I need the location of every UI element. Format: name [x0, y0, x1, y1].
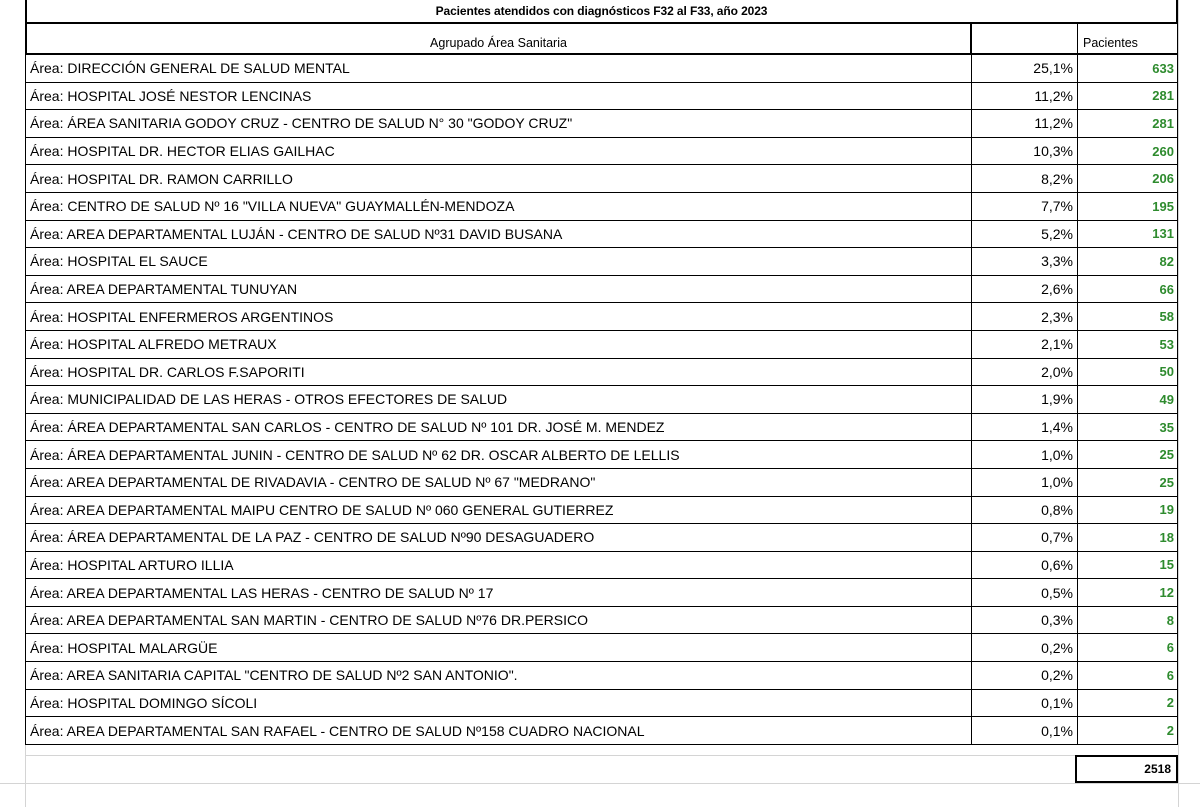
- total-row-gridline: [25, 755, 1075, 756]
- table-row: [25, 662, 1178, 690]
- percent-cell[interactable]: 0,5%: [972, 579, 1078, 606]
- percent-cell[interactable]: 0,2%: [972, 634, 1078, 661]
- percent-cell[interactable]: 25,1%: [972, 55, 1078, 82]
- patients-cell[interactable]: 6: [1078, 662, 1178, 689]
- area-cell[interactable]: Área: HOSPITAL DOMINGO SÍCOLI: [26, 690, 972, 717]
- percent-cell[interactable]: 7,7%: [972, 193, 1078, 220]
- table-row: [25, 690, 1178, 718]
- table-row: [25, 138, 1178, 166]
- table-row: [25, 248, 1178, 276]
- area-cell[interactable]: Área: HOSPITAL EL SAUCE: [26, 248, 972, 275]
- percent-cell[interactable]: 2,3%: [972, 303, 1078, 330]
- area-cell[interactable]: Área: HOSPITAL DR. RAMON CARRILLO: [26, 165, 972, 192]
- header-area-cell[interactable]: [27, 24, 972, 53]
- header-row: [25, 24, 1178, 55]
- percent-cell[interactable]: 11,2%: [972, 83, 1078, 110]
- table-row: [25, 193, 1178, 221]
- area-cell[interactable]: Área: HOSPITAL MALARGÜE: [26, 634, 972, 661]
- percent-cell[interactable]: 0,7%: [972, 524, 1078, 551]
- area-cell[interactable]: Área: HOSPITAL DR. HECTOR ELIAS GAILHAC: [26, 138, 972, 165]
- header-patients-label: Pacientes: [1083, 36, 1138, 50]
- patients-cell[interactable]: 35: [1078, 414, 1178, 441]
- table-row: [25, 55, 1178, 83]
- patients-cell[interactable]: 25: [1078, 441, 1178, 468]
- area-cell[interactable]: Área: AREA DEPARTAMENTAL TUNUYAN: [26, 276, 972, 303]
- table-row: [25, 579, 1178, 607]
- patients-cell[interactable]: 58: [1078, 303, 1178, 330]
- percent-cell[interactable]: 1,0%: [972, 441, 1078, 468]
- percent-cell[interactable]: 0,1%: [972, 690, 1078, 717]
- patients-cell[interactable]: 8: [1078, 607, 1178, 634]
- area-cell[interactable]: Área: HOSPITAL ENFERMEROS ARGENTINOS: [26, 303, 972, 330]
- patients-cell[interactable]: 82: [1078, 248, 1178, 275]
- area-cell[interactable]: Área: AREA DEPARTAMENTAL MAIPU CENTRO DE SALUD Nº 060 GENERAL GUTIERREZ: [26, 497, 972, 524]
- table-row: [25, 634, 1178, 662]
- patients-cell[interactable]: 25: [1078, 469, 1178, 496]
- table-row: [25, 221, 1178, 249]
- percent-cell[interactable]: 11,2%: [972, 110, 1078, 137]
- table-title-cell[interactable]: [25, 0, 1178, 24]
- percent-cell[interactable]: 0,3%: [972, 607, 1078, 634]
- area-cell[interactable]: Área: ÁREA DEPARTAMENTAL DE LA PAZ - CENTRO DE SALUD Nº90 DESAGUADERO: [26, 524, 972, 551]
- table-row: [25, 83, 1178, 111]
- table-row: [25, 497, 1178, 525]
- spreadsheet-table: [25, 0, 1178, 745]
- patients-cell[interactable]: 49: [1078, 386, 1178, 413]
- percent-cell[interactable]: 0,2%: [972, 662, 1078, 689]
- percent-cell[interactable]: 0,6%: [972, 552, 1078, 579]
- patients-cell[interactable]: 66: [1078, 276, 1178, 303]
- area-cell[interactable]: Área: DIRECCIÓN GENERAL DE SALUD MENTAL: [26, 55, 972, 82]
- percent-cell[interactable]: 10,3%: [972, 138, 1078, 165]
- patients-cell[interactable]: 206: [1078, 165, 1178, 192]
- patients-cell[interactable]: 6: [1078, 634, 1178, 661]
- table-row: [25, 359, 1178, 387]
- area-cell[interactable]: Área: AREA DEPARTAMENTAL SAN MARTIN - CENTRO DE SALUD Nº76 DR.PERSICO: [26, 607, 972, 634]
- table-row: [25, 276, 1178, 304]
- patients-cell[interactable]: 281: [1078, 110, 1178, 137]
- patients-cell[interactable]: 260: [1078, 138, 1178, 165]
- area-cell[interactable]: Área: AREA SANITARIA CAPITAL "CENTRO DE SALUD Nº2 SAN ANTONIO".: [26, 662, 972, 689]
- percent-cell[interactable]: 2,1%: [972, 331, 1078, 358]
- table-row: [25, 524, 1178, 552]
- percent-cell[interactable]: 2,0%: [972, 359, 1078, 386]
- table-title: Pacientes atendidos con diagnósticos F32 al F33, año 2023: [435, 4, 768, 18]
- total-value: 2518: [1144, 762, 1171, 776]
- patients-cell[interactable]: 12: [1078, 579, 1178, 606]
- percent-cell[interactable]: 0,8%: [972, 497, 1078, 524]
- table-row: [25, 386, 1178, 414]
- percent-cell[interactable]: 1,9%: [972, 386, 1078, 413]
- table-body: [25, 55, 1178, 745]
- area-cell[interactable]: Área: HOSPITAL DR. CARLOS F.SAPORITI: [26, 359, 972, 386]
- area-cell[interactable]: Área: AREA DEPARTAMENTAL SAN RAFAEL - CENTRO DE SALUD Nº158 CUADRO NACIONAL: [26, 717, 972, 744]
- percent-cell[interactable]: 3,3%: [972, 248, 1078, 275]
- area-cell[interactable]: Área: AREA DEPARTAMENTAL LAS HERAS - CENTRO DE SALUD Nº 17: [26, 579, 972, 606]
- table-row: [25, 110, 1178, 138]
- patients-cell[interactable]: 50: [1078, 359, 1178, 386]
- area-cell[interactable]: Área: ÁREA DEPARTAMENTAL JUNIN - CENTRO DE SALUD Nº 62 DR. OSCAR ALBERTO DE LELLIS: [26, 441, 972, 468]
- total-cell[interactable]: [1075, 755, 1178, 783]
- header-percent-cell[interactable]: [972, 24, 1078, 53]
- table-row: [25, 469, 1178, 497]
- table-row: [25, 607, 1178, 635]
- percent-cell[interactable]: 2,6%: [972, 276, 1078, 303]
- area-cell[interactable]: Área: AREA DEPARTAMENTAL DE RIVADAVIA - CENTRO DE SALUD Nº 67 "MEDRANO": [26, 469, 972, 496]
- percent-cell[interactable]: 8,2%: [972, 165, 1078, 192]
- patients-cell[interactable]: 15: [1078, 552, 1178, 579]
- percent-cell[interactable]: 1,4%: [972, 414, 1078, 441]
- area-cell[interactable]: Área: HOSPITAL JOSÉ NESTOR LENCINAS: [26, 83, 972, 110]
- table-row: [25, 717, 1178, 745]
- patients-cell[interactable]: 633: [1078, 55, 1178, 82]
- table-row: [25, 552, 1178, 580]
- percent-cell[interactable]: 0,1%: [972, 717, 1078, 744]
- area-cell[interactable]: Área: AREA DEPARTAMENTAL LUJÁN - CENTRO DE SALUD Nº31 DAVID BUSANA: [26, 221, 972, 248]
- area-cell[interactable]: Área: MUNICIPALIDAD DE LAS HERAS - OTROS EFECTORES DE SALUD: [26, 386, 972, 413]
- table-row: [25, 303, 1178, 331]
- percent-cell[interactable]: 5,2%: [972, 221, 1078, 248]
- area-cell[interactable]: Área: CENTRO DE SALUD Nº 16 "VILLA NUEVA" GUAYMALLÉN-MENDOZA: [26, 193, 972, 220]
- patients-cell[interactable]: 2: [1078, 717, 1178, 744]
- header-area-label: Agrupado Área Sanitaria: [430, 36, 567, 50]
- patients-cell[interactable]: 2: [1078, 690, 1178, 717]
- area-cell[interactable]: Área: ÁREA SANITARIA GODOY CRUZ - CENTRO DE SALUD N° 30 "GODOY CRUZ": [26, 110, 972, 137]
- patients-cell[interactable]: 131: [1078, 221, 1178, 248]
- table-row: [25, 441, 1178, 469]
- patients-cell[interactable]: 281: [1078, 83, 1178, 110]
- patients-cell[interactable]: 19: [1078, 497, 1178, 524]
- table-row: [25, 165, 1178, 193]
- area-cell[interactable]: Área: ÁREA DEPARTAMENTAL SAN CARLOS - CENTRO DE SALUD Nº 101 DR. JOSÉ M. MENDEZ: [26, 414, 972, 441]
- percent-cell[interactable]: 1,0%: [972, 469, 1078, 496]
- patients-cell[interactable]: 53: [1078, 331, 1178, 358]
- table-row: [25, 331, 1178, 359]
- patients-cell[interactable]: 195: [1078, 193, 1178, 220]
- table-row: [25, 414, 1178, 442]
- header-patients-cell[interactable]: [1078, 24, 1178, 53]
- area-cell[interactable]: Área: HOSPITAL ARTURO ILLIA: [26, 552, 972, 579]
- area-cell[interactable]: Área: HOSPITAL ALFREDO METRAUX: [26, 331, 972, 358]
- patients-cell[interactable]: 18: [1078, 524, 1178, 551]
